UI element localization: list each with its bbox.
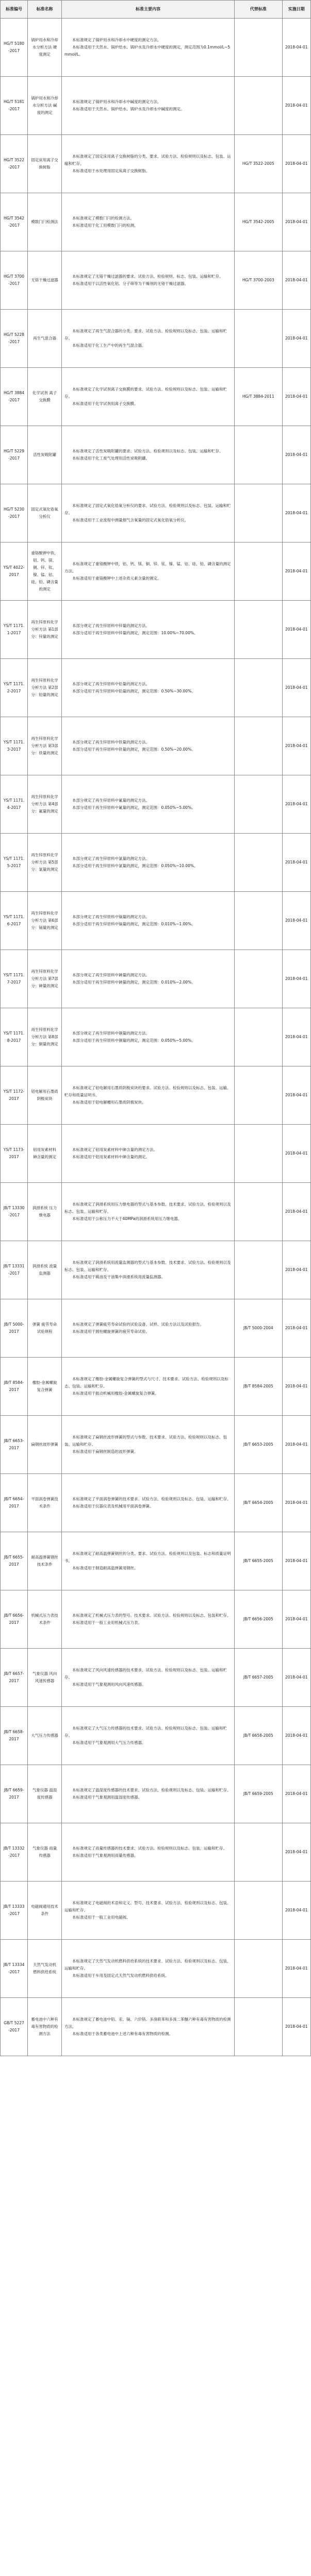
content-paragraph: 本标准适用于公称压力不大于40MPa的润滑系统用压力继电器。 [72,1216,182,1221]
standard-name-cell: 再生锌原料化学分析方法 第2部分：铅量的测定 [28,659,62,717]
table-row [1,1707,311,1765]
standard-number-cell: JB/T 13334-2017 [1,1940,28,1998]
standard-number-cell: YS/T 1171.1-2017 [1,601,28,659]
main-content-cell [62,193,235,251]
implementation-date-cell: 2018-04-01 [282,1940,310,1998]
header-standard-number: 标准编号 [1,1,28,19]
content-paragraph: 本标准适用于气象观测用风向风速传感器。 [72,1682,146,1687]
standard-name-cell: 活性炭吸附罐 [28,426,62,484]
replaced-standard-cell [235,1940,282,1998]
standard-number-cell: YS/T 1171.7-2017 [1,950,28,1008]
main-content-cell [62,368,235,426]
table-row [1,1183,311,1241]
standard-name-cell: 再生锌原料化学分析方法 第7部分：砷量的测定 [28,950,62,1008]
content-paragraph: 本部分规定了再生锌原料中铁量的测定方法。 [72,740,150,744]
replaced-standard-cell [235,1998,282,2056]
content-paragraph: 本标准规定了平面涡卷弹簧的技术要求、试验方法、检验规则以及标志、包装、运输和贮存。 [72,1497,231,1501]
main-content-cell [62,717,235,775]
standard-number-cell: JB/T 6656-2017 [1,1590,28,1649]
standard-name-cell: 再生锌原料化学分析方法 第4部分：氟量的测定 [28,775,62,834]
content-paragraph: 本标准规定了温湿度传感器的技术要求、试验方法、检验规则以及标志、包装、运输和贮存。 [72,1788,231,1792]
replaced-standard-cell: JB/T 6655-2005 [235,1532,282,1590]
main-content-cell [62,1474,235,1532]
implementation-date-cell: 2018-04-01 [282,1241,310,1299]
standard-name-cell: 固定式氧化锆氧分析仪 [28,484,62,543]
main-content-cell [62,426,235,484]
content-paragraph: 本标准规定了固定床用离子交换树脂的分类、要求、试验方法、检验规则以及标志、包装、运输和贮存。 [64,154,231,166]
standard-number-cell: JB/T 6654-2017 [1,1474,28,1532]
table-row [1,1998,311,2056]
content-paragraph: 本部分规定了再生锌原料中氟量的测定方法。 [72,798,150,803]
replaced-standard-cell [235,1183,282,1241]
content-paragraph: 本标准适用于气象观测用温湿度传感器。 [72,1795,142,1800]
implementation-date-cell: 2018-04-01 [282,426,310,484]
main-content-cell [62,1066,235,1125]
standard-name-cell: 电磁阀通用技术条件 [28,1882,62,1940]
main-content-cell [62,1882,235,1940]
standard-number-cell: JB/T 13333-2017 [1,1882,28,1940]
standard-name-cell: 气象仪器 温湿度传感器 [28,1765,62,1823]
content-paragraph: 本标准适用于一般工业用机械式压力表。 [72,1620,142,1625]
replaced-standard-cell: JB/T 6659-2005 [235,1765,282,1823]
replaced-standard-cell [235,77,282,135]
content-paragraph: 本部分适用于再生锌原料中氟量的测定，测定范围：0.050%~5.00%。 [72,805,195,810]
implementation-date-cell: 2018-04-01 [282,1882,310,1940]
table-row [1,834,311,892]
replaced-standard-cell [235,1823,282,1882]
content-paragraph: 本标准规定了固定式氧化锆氧分析仪的要求、试验方法、检验规则以及标志、包装、运输和贮存。 [64,503,231,515]
content-paragraph: 本标准规定了润滑系统用压力继电器的型式与基本参数、技术要求、试验方法、检验规则以及标志、包装、运输和贮存。 [64,1202,231,1214]
main-content-cell [62,892,235,950]
main-content-cell [62,601,235,659]
main-content-cell [62,1416,235,1474]
content-paragraph: 本标准规定了活性炭吸附罐的要求、试验方法、检验规则以及标志、包装、运输和贮存。 [72,449,223,453]
implementation-date-cell: 2018-04-01 [282,1299,310,1358]
implementation-date-cell: 2018-04-01 [282,1998,310,2056]
implementation-date-cell: 2018-04-01 [282,1823,310,1882]
table-row [1,1241,311,1299]
standard-number-cell: HG/T 5230-2017 [1,484,28,543]
replaced-standard-cell [235,834,282,892]
table-row [1,1416,311,1474]
implementation-date-cell: 2018-04-01 [282,717,310,775]
implementation-date-cell: 2018-04-01 [282,834,310,892]
main-content-cell [62,950,235,1008]
replaced-standard-cell [235,426,282,484]
main-content-cell [62,1358,235,1416]
content-paragraph: 本标准适用于仪器仪表及机械用平面涡卷弹簧。 [72,1504,154,1509]
standard-name-cell: 机械式压力表技术条件 [28,1590,62,1649]
implementation-date-cell: 2018-04-01 [282,950,310,1008]
replaced-standard-cell [235,1882,282,1940]
content-paragraph: 本标准规定了弹簧疲劳寿命试验的试验设备、试样、试验方法以及试验报告。 [72,1322,204,1327]
implementation-date-cell: 2018-04-01 [282,135,310,193]
standard-name-cell: 橡胶-金属螺旋复合弹簧 [28,1358,62,1416]
replaced-standard-cell: JB/T 6654-2005 [235,1474,282,1532]
table-row [1,1882,311,1940]
main-content-cell [62,251,235,310]
table-row [1,135,311,193]
replaced-standard-cell: HG/T 3522-2005 [235,135,282,193]
table-row [1,193,311,251]
content-paragraph: 本部分适用于再生锌原料中铅量的测定，测定范围：0.50%~30.00%。 [72,689,195,693]
standard-number-cell: HG/T 3700-2017 [1,251,28,310]
standard-number-cell: YS/T 1171.4-2017 [1,775,28,834]
content-paragraph: 本标准规定了再生气混合器的分类、要求、试验方法、检验规则以及标志、包装、运输和贮存。 [64,329,227,341]
replaced-standard-cell [235,1066,282,1125]
main-content-cell [62,1998,235,2056]
content-paragraph: 本标准适用于天然水、锅炉给水、锅炉水及冷却水中碱度的测定。 [72,107,185,111]
content-paragraph: 本标准适用于制造耐高温弹簧用钢丝。 [72,1566,138,1570]
replaced-standard-cell [235,543,282,601]
table-row [1,1299,311,1358]
replaced-standard-cell [235,1241,282,1299]
content-paragraph: 本标准规定了模数门闩的检测方法。 [72,216,134,221]
implementation-date-cell: 2018-04-01 [282,659,310,717]
standard-number-cell: HG/T 5181-2017 [1,77,28,135]
main-content-cell [62,1649,235,1707]
standard-number-cell: YS/T 1173-2017 [1,1125,28,1183]
content-paragraph: 本标准适用于以活性氧化铝、分子筛等为干燥剂的无铬干燥过滤器。 [72,281,188,286]
content-paragraph: 本标准规定了机械式压力表的型号、技术要求、试验方法、检验规则以及标志、包装和贮存。 [72,1613,231,1618]
replaced-standard-cell [235,950,282,1008]
content-paragraph: 本部分适用于再生锌原料中锌量的测定，测定范围：10.00%~70.00%。 [72,631,198,635]
implementation-date-cell: 2018-04-01 [282,1008,310,1066]
standard-name-cell: 天然气发动机 燃料供给系统 [28,1940,62,1998]
content-paragraph: 本标准适用于气象观测用大气压力传感器。 [72,1740,146,1745]
implementation-date-cell: 2018-04-01 [282,1416,310,1474]
replaced-standard-cell [235,1008,282,1066]
standard-number-cell: HG/T 3522-2017 [1,135,28,193]
content-paragraph: 本标准适用于圆柱螺旋弹簧的疲劳寿命试验。 [72,1329,150,1334]
standard-number-cell: JB/T 6658-2017 [1,1707,28,1765]
replaced-standard-cell [235,601,282,659]
content-paragraph: 本部分适用于再生锌原料中铁量的测定，测定范围：0.50%~20.00%。 [72,747,195,752]
content-paragraph: 本标准适用于化工废气处理用活性炭吸附罐。 [72,456,150,461]
content-paragraph: 本部分规定了再生锌原料中氯量的测定方法。 [72,856,150,861]
implementation-date-cell: 2018-04-01 [282,368,310,426]
content-paragraph: 本标准规定了天然气发动机燃料供给系统的技术要求、试验方法、检验规则以及标志、包装、运输和贮存。 [64,1959,231,1971]
content-paragraph: 本部分适用于再生锌原料中砷量的测定，测定范围：0.010%~2.00%。 [72,980,195,985]
implementation-date-cell: 2018-04-01 [282,1358,310,1416]
standard-name-cell: 气象仪器 雨量传感器 [28,1823,62,1882]
content-paragraph: 本标准适用于各类蓄电池中上述六种有毒有害物质的检测。 [72,2031,173,2036]
table-row [1,1125,311,1183]
implementation-date-cell: 2018-04-01 [282,77,310,135]
main-content-cell [62,1008,235,1066]
table-body [1,19,311,2056]
table-row [1,1590,311,1649]
replaced-standard-cell: JB/T 5000-2004 [235,1299,282,1358]
standard-name-cell: 大气压力传感器 [28,1707,62,1765]
table-row [1,601,311,659]
replaced-standard-cell [235,310,282,368]
content-paragraph: 本标准适用于重铬酸钾中上述杂质元素含量的测定。 [72,576,161,581]
standard-name-cell: 气象仪器 风向风速传感器 [28,1649,62,1707]
standard-number-cell: GB/T 5227-2017 [1,1998,28,2056]
table-row [1,543,311,601]
replaced-standard-cell [235,484,282,543]
replaced-standard-cell [235,659,282,717]
standard-number-cell: HG/T 5180-2017 [1,19,28,77]
main-content-cell [62,659,235,717]
main-content-cell [62,1707,235,1765]
header-main-content: 标准主要内容 [62,1,235,19]
standard-number-cell: JB/T 6657-2017 [1,1649,28,1707]
standard-name-cell: 再生锌原料化学分析方法 第1部分：锌量的测定 [28,601,62,659]
main-content-cell [62,1241,235,1299]
standard-number-cell: YS/T 1171.6-2017 [1,892,28,950]
content-paragraph: 本标准适用于水处理用固定床离子交换树脂。 [72,168,150,173]
content-paragraph: 本标准适用于铝用炭素材料中砷含量的测定。 [72,1155,150,1159]
standard-name-cell: 弹簧 疲劳寿命试验规程 [28,1299,62,1358]
standard-number-cell: HG/T 5229-2017 [1,426,28,484]
standard-name-cell: 锅炉用水和冷却水分析方法 碱度的测定 [28,77,62,135]
content-paragraph: 本标准适用于稀油及干油集中润滑系统用流量监测器。 [72,1275,165,1279]
standard-name-cell: 蓄电池中六种有毒有害物质的检测方法 [28,1998,62,2056]
content-paragraph: 本标准适用于天然水、锅炉给水、锅炉水及冷却水中硬度的测定，测定范围为0.1mmol/L~5mmol/L。 [64,45,230,57]
content-paragraph: 本标准适用于气象观测用雨量传感器。 [72,1853,138,1858]
main-content-cell [62,543,235,601]
implementation-date-cell: 2018-04-01 [282,1066,310,1125]
content-paragraph: 本标准规定了橡胶-金属螺旋复合弹簧的型式与尺寸、技术要求、试验方法、检验规则以及标志、包装、运输和贮存。 [64,1377,228,1388]
standard-name-cell: 扁钢丝波形弹簧 [28,1416,62,1474]
content-paragraph: 本标准适用于化工生产中的再生气混合器。 [72,343,146,348]
standard-number-cell: JB/T 6653-2017 [1,1416,28,1474]
standard-name-cell: 固定床用离子交换树脂 [28,135,62,193]
implementation-date-cell: 2018-04-01 [282,1590,310,1649]
replaced-standard-cell [235,717,282,775]
table-row [1,251,311,310]
main-content-cell [62,1823,235,1882]
standard-number-cell: HG/T 3542-2017 [1,193,28,251]
content-paragraph: 本标准规定了锅炉用水和冷却水中硬度的测定方法。 [72,38,161,42]
standard-name-cell: 锅炉用水和冷却水分析方法 硬度测定 [28,19,62,77]
content-paragraph: 本标准适用于化学试剂用离子交换膜。 [72,401,138,406]
replaced-standard-cell: HG/T 3700-2003 [235,251,282,310]
content-paragraph: 本标准规定了扁钢丝波形弹簧的型式与参数、技术要求、试验方法、检验规则以及标志、包装、运输和贮存。 [64,1435,227,1447]
standard-number-cell: HG/T 5228-2017 [1,310,28,368]
content-paragraph: 本标准适用于一般工业用电磁阀。 [72,1915,130,1920]
implementation-date-cell: 2018-04-01 [282,1474,310,1532]
standard-name-cell: 铝电解用石墨质阴极炭块 [28,1066,62,1125]
content-paragraph: 本部分规定了再生锌原料中砷量的测定方法。 [72,973,150,977]
implementation-date-cell: 2018-04-01 [282,1707,310,1765]
content-paragraph: 本标准适用于车用及固定式天然气发动机燃料供给系统。 [72,1973,169,1978]
table-row [1,19,311,77]
standard-name-cell: 再生锌原料化学分析方法 第5部分：氯量的测定 [28,834,62,892]
content-paragraph: 本标准规定了无铬干燥过滤器的要求、试验方法、检验规则、标志、包装、运输和贮存。 [72,274,223,279]
main-content-cell [62,77,235,135]
standard-name-cell: 再生锌原料化学分析方法 第8部分：铜量的测定 [28,1008,62,1066]
content-paragraph: 本部分规定了再生锌原料中锌量的测定方法。 [72,623,150,628]
standard-number-cell: JB/T 5000-2017 [1,1299,28,1358]
table-row [1,368,311,426]
header-standard-name: 标准名称 [28,1,62,19]
standard-number-cell: YS/T 1171.2-2017 [1,659,28,717]
replaced-standard-cell [235,19,282,77]
standard-number-cell: YS/T 1171.8-2017 [1,1008,28,1066]
standard-name-cell: 模数门闩检测法 [28,193,62,251]
standard-number-cell: YS/T 4022-2017 [1,543,28,601]
table-header-row [1,1,311,19]
table-row [1,310,311,368]
table-row [1,1532,311,1590]
content-paragraph: 本标准规定了耐高温弹簧钢丝的分类、要求、试验方法、检验规则以及包装、标志和质量证明书。 [64,1551,231,1563]
table-row [1,950,311,1008]
main-content-cell [62,1125,235,1183]
implementation-date-cell: 2018-04-01 [282,19,310,77]
content-paragraph: 本标准规定了雨量传感器的技术要求、试验方法、检验规则以及标志、包装、运输和贮存。 [72,1846,227,1851]
table-row [1,484,311,543]
standard-name-cell: 润滑系统 流量监测器 [28,1241,62,1299]
content-paragraph: 本标准规定了锅炉用水和冷却水中碱度的测定方法。 [72,99,161,104]
implementation-date-cell: 2018-04-01 [282,310,310,368]
implementation-date-cell: 2018-04-01 [282,1532,310,1590]
standard-name-cell: 无铬干燥过滤器 [28,251,62,310]
content-paragraph: 本标准规定了铝电解用石墨质阴极炭块的要求、试验方法、检验规则以及标志、包装、运输、贮存和质量证明书。 [64,1086,231,1097]
content-paragraph: 本标准适用于铝电解槽用石墨质阴极炭块。 [72,1100,146,1105]
implementation-date-cell: 2018-04-01 [282,543,310,601]
standard-number-cell: YS/T 1171.3-2017 [1,717,28,775]
standard-number-cell: JB/T 6655-2017 [1,1532,28,1590]
main-content-cell [62,1765,235,1823]
standard-number-cell: JB/T 6659-2017 [1,1765,28,1823]
content-paragraph: 本标准适用于化工用模数门闩的检测。 [72,223,138,228]
table-row [1,1823,311,1882]
table-row [1,1358,311,1416]
standard-number-cell: JB/T 13332-2017 [1,1823,28,1882]
table-row [1,1765,311,1823]
standard-name-cell: 再生气混合器 [28,310,62,368]
content-paragraph: 本标准规定了风向风速传感器的技术要求、试验方法、检验规则以及标志、包装、运输和贮存。 [64,1668,227,1680]
replaced-standard-cell: HG/T 3884-2011 [235,368,282,426]
implementation-date-cell: 2018-04-01 [282,1183,310,1241]
content-paragraph: 本标准规定了电磁阀的术语和定义、型号、技术要求、试验方法、检验规则以及标志、包装、运输和贮存。 [64,1901,231,1912]
standard-number-cell: JB/T 13330-2017 [1,1183,28,1241]
standard-name-cell: 铝用炭素材料 砷含量的测定 [28,1125,62,1183]
content-paragraph: 本标准适用于扁钢丝制造的波形弹簧。 [72,1449,138,1454]
implementation-date-cell: 2018-04-01 [282,892,310,950]
content-paragraph: 本部分规定了再生锌原料中铜量的测定方法。 [72,1031,150,1036]
implementation-date-cell: 2018-04-01 [282,251,310,310]
main-content-cell [62,1590,235,1649]
standard-number-cell: HG/T 3884-2017 [1,368,28,426]
standard-name-cell: 润滑系统 压力继电器 [28,1183,62,1241]
replaced-standard-cell [235,775,282,834]
content-paragraph: 本部分规定了再生锌原料中镉量的测定方法。 [72,914,150,919]
standard-name-cell: 重铬酸钾中铁、铝、钙、镁、铜、锌、钛、镍、锰、钴、硅、铅、磷含量的测定 [28,543,62,601]
table-row [1,426,311,484]
main-content-cell [62,834,235,892]
replaced-standard-cell: JB/T 6657-2005 [235,1649,282,1707]
content-paragraph: 本标准规定了化学试剂离子交换膜的要求、试验方法、检验规则以及标志、包装、运输和贮存。 [64,387,227,399]
content-paragraph: 本标准规定了铝用炭素材料中砷含量的测定方法。 [72,1147,157,1152]
implementation-date-cell: 2018-04-01 [282,484,310,543]
main-content-cell [62,775,235,834]
table-row [1,1940,311,1998]
implementation-date-cell: 2018-04-01 [282,193,310,251]
standard-name-cell: 化学试剂 离子交换膜 [28,368,62,426]
implementation-date-cell: 2018-04-01 [282,1765,310,1823]
header-implementation-date: 实施日期 [282,1,310,19]
implementation-date-cell: 2018-04-01 [282,775,310,834]
table-row [1,892,311,950]
standard-number-cell: YS/T 1171.5-2017 [1,834,28,892]
replaced-standard-cell: JB/T 6653-2005 [235,1416,282,1474]
table-row [1,1008,311,1066]
standard-number-cell: JB/T 8584-2017 [1,1358,28,1416]
replaced-standard-cell: JB/T 8584-2005 [235,1358,282,1416]
implementation-date-cell: 2018-04-01 [282,1649,310,1707]
table-row [1,1649,311,1707]
standard-name-cell: 再生锌原料化学分析方法 第3部分：铁量的测定 [28,717,62,775]
content-paragraph: 本标准规定了蓄电池中铅、汞、镉、六价铬、多溴联苯和多溴二苯醚六种有毒有害物质的检测方法。 [64,2017,231,2029]
replaced-standard-cell: JB/T 6658-2005 [235,1707,282,1765]
implementation-date-cell: 2018-04-01 [282,601,310,659]
main-content-cell [62,1299,235,1358]
table-row [1,775,311,834]
standard-name-cell: 耐高温弹簧钢丝技术条件 [28,1532,62,1590]
content-paragraph: 本标准规定了大气压力传感器的技术要求、试验方法、检验规则以及标志、包装、运输和贮存。 [64,1726,227,1738]
content-paragraph: 本标准规定了润滑系统用流量监测器的型式与基本参数、技术要求、试验方法、检验规则以及标志、包装、运输和贮存。 [64,1260,231,1272]
main-content-cell [62,135,235,193]
replaced-standard-cell: HG/T 3542-2005 [235,193,282,251]
standard-name-cell: 平面涡卷弹簧技术条件 [28,1474,62,1532]
table-row [1,77,311,135]
table-row [1,717,311,775]
content-paragraph: 本部分适用于再生锌原料中氯量的测定，测定范围：0.050%~10.00%。 [72,863,198,868]
table-row [1,1066,311,1125]
implementation-date-cell: 2018-04-01 [282,1125,310,1183]
main-content-cell [62,484,235,543]
main-content-cell [62,1532,235,1590]
content-paragraph: 本部分规定了再生锌原料中铅量的测定方法。 [72,682,150,686]
replaced-standard-cell: JB/T 6656-2005 [235,1590,282,1649]
content-paragraph: 本标准规定了重铬酸钾中铁、铝、钙、镁、铜、锌、钛、镍、锰、钴、硅、铅、磷含量的测定方法。 [64,562,231,573]
replaced-standard-cell [235,1125,282,1183]
standard-name-cell: 再生锌原料化学分析方法 第6部分：镉量的测定 [28,892,62,950]
table-row [1,1474,311,1532]
content-paragraph: 本标准适用于工业流程中测量烟气含氧量的固定式氧化锆氧分析仪。 [72,518,188,522]
main-content-cell [62,310,235,368]
main-content-cell [62,1940,235,1998]
replaced-standard-cell [235,892,282,950]
main-content-cell [62,19,235,77]
standard-number-cell: YS/T 1172-2017 [1,1066,28,1125]
content-paragraph: 本部分适用于再生锌原料中铜量的测定，测定范围：0.050%~5.00%。 [72,1038,195,1043]
header-replaced-standard: 代替标准 [235,1,282,19]
content-paragraph: 本标准适用于振动机械用橡胶-金属螺旋复合弹簧。 [72,1391,159,1396]
content-paragraph: 本部分适用于再生锌原料中镉量的测定，测定范围：0.010%~1.00%。 [72,922,195,926]
table-row [1,659,311,717]
standard-number-cell: JB/T 13331-2017 [1,1241,28,1299]
main-content-cell [62,1183,235,1241]
